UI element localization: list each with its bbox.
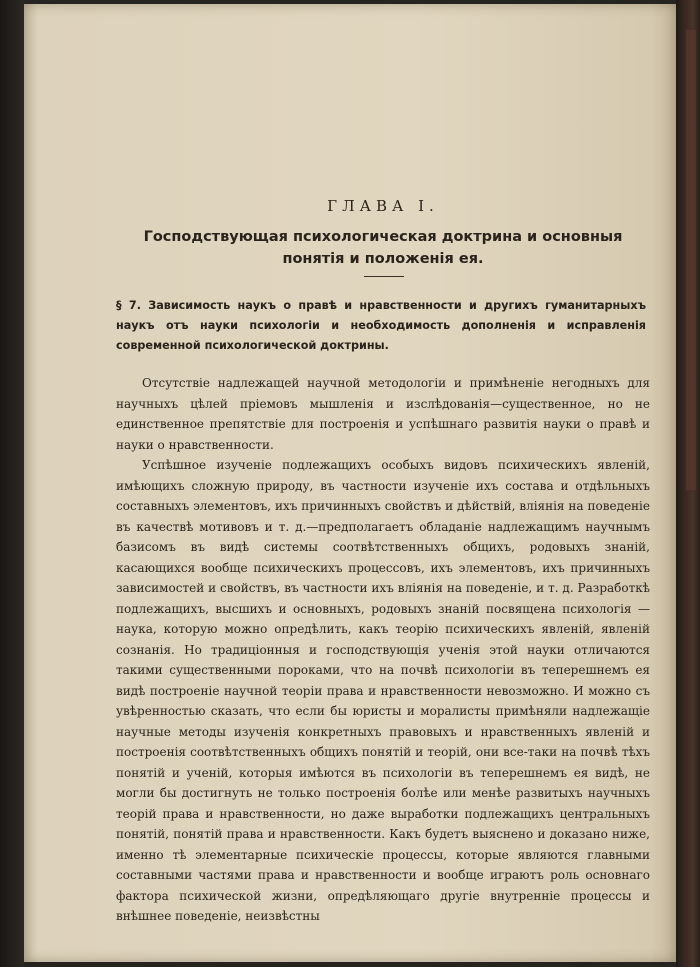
paragraph: Отсутствіе надлежащей научной методологіи и примѣненіе негодныхъ для научныхъ цѣлей пріемовъ мышленія и изслѣдованія—существенное, но не единственное препятствіе для построенія и успѣшнаго развитія науки о правѣ и науки о нравственности. bbox=[116, 376, 650, 452]
book-spine bbox=[676, 0, 700, 967]
book-page bbox=[24, 4, 676, 962]
paragraph: Успѣшное изученіе подлежащихъ особыхъ видовъ психическихъ явленій, имѣющихъ сложную природу, въ частности изученіе ихъ состава и отдѣльныхъ составныхъ элементовъ, ихъ причинныхъ свойствъ и дѣйствій, вліянія на поведеніе въ качествѣ мотивовъ и т. д.—предполагаетъ обладаніе надлежащимъ научнымъ базисомъ въ видѣ системы соотвѣтственныхъ общихъ, родовыхъ знаній, касающихся вообще психическихъ процессовъ, ихъ элементовъ, ихъ причинныхъ зависимостей и свойствъ, въ частности ихъ вліянія на поведеніе, и т. д. Разработкѣ подлежащихъ, высшихъ и основныхъ, родовыхъ знаній посвящена психологія — наука, которую можно опредѣлить, какъ теорію психическихъ явленій, явленій сознанія. Но традиціонныя и господствующія ученія этой науки отличаются такими существенными пороками, что на почвѣ психологіи въ теперешнемъ ея видѣ построеніе научной теоріи права и нравственности невозможно. И можно съ увѣренностью сказать, что если бы юристы и моралисты примѣняли надлежащіе научные методы изученія конкретныхъ правовыхъ и нравственныхъ явленій и построенія соотвѣтственныхъ общихъ понятій и теорій, они все-таки на почвѣ тѣхъ понятій и ученій, которыя имѣются въ психологіи въ теперешнемъ ея видѣ, не могли бы достигнуть не только построенія болѣе или менѣе развитыхъ научныхъ теорій права и нравственности, но даже выработки подлежащихъ центральныхъ понятій, понятій права и нравственности. Какъ будетъ выяснено и доказано ниже, именно тѣ элементарные психическіе процессы, которые являются главными составными частями права и нравственности и вообще играютъ роль основнаго фактора психической жизни, опредѣляющаго другіе внутренніе процессы и внѣшнее поведеніе, неизвѣстны bbox=[116, 458, 650, 923]
chapter-title: Господствующая психологическая доктрина и основныя понятія и положенія ея. bbox=[143, 229, 623, 267]
chapter-heading: ГЛАВА I. bbox=[327, 197, 439, 215]
book-left-edge bbox=[0, 0, 24, 967]
section-heading: § 7. Зависимость наукъ о правѣ и нравственности и другихъ гуманитарныхъ наукъ отъ науки психологіи и необходимость дополненія и исправленія современной психологической доктрины. bbox=[116, 299, 646, 352]
spine-band bbox=[686, 30, 696, 490]
body-text bbox=[116, 373, 650, 927]
title-divider bbox=[364, 276, 404, 277]
